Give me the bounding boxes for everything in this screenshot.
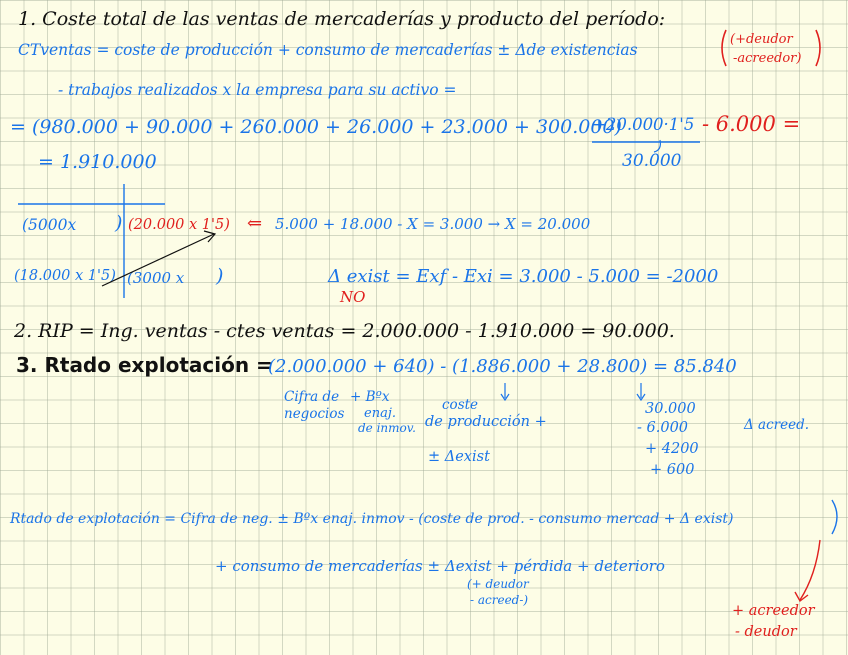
t-right-top: (20.000 x 1'5) [128,217,230,233]
section3-label: 3. Rtado explotación = [16,353,273,377]
section2-text: 2. RIP = Ing. ventas - ctes ventas = 2.000.000 - 1.910.000 = 90.000. [14,320,675,342]
red-note-deudor: - deudor [735,624,797,640]
annot-coste-1: coste [442,397,479,413]
delta-exist-note: NO [340,288,366,306]
delta-exist-expression: Δ exist = Exf - Exi = 3.000 - 5.000 = -2000 [328,266,719,287]
red-note-acreedor: + acreedor [732,603,815,619]
breakdown-note: Δ acreed. [744,417,810,433]
t-right-bottom-close: ) [216,265,224,287]
breakdown-4: + 600 [650,462,695,478]
result-value: = 1.910.000 [38,151,157,173]
sign-note-close-paren [816,30,820,66]
t-left-top: (5000x [22,216,77,234]
annot-bx-3: de inmov. [358,421,416,435]
line2-note-deudor: (+ deudor [467,577,529,591]
annot-bx-1: + Bºx [350,389,390,405]
t-arrow-label: ⇐ [247,213,263,234]
t-left-bottom: (18.000 x 1'5) [14,268,116,284]
breakdown-2: - 6.000 [637,420,689,436]
annot-cifra-1: Cifra de [284,389,340,405]
formula-line2: - trabajos realizados x la empresa para su activo = [58,81,457,99]
t-account-arrow [102,234,214,286]
t-right-bottom: (3000 x [127,269,185,287]
fraction-denominator: 30.000 [622,151,682,171]
t-left-top-close: ) [115,212,123,234]
breakdown-3: + 4200 [645,441,699,457]
fraction-numerator: +20.000·1'5 [592,115,695,134]
rtado-line1: Rtado de explotación = Cifra de neg. ± Bºx enaj. inmov - (coste de prod. - consumo mercad + Δ exist) [10,511,734,527]
annot-coste-2: de producción + [425,414,547,430]
line2-note-acreed: - acreed-) [470,593,529,607]
rtado-close-paren [832,500,837,534]
annot-coste-3: ± Δexist [428,449,490,465]
sign-note-acreedor: -acreedor) [733,51,802,66]
minus-term: - 6.000 = [702,112,801,136]
t-equation: 5.000 + 18.000 - X = 3.000 → X = 20.000 [275,215,591,233]
annot-cifra-2: negocios [284,406,345,422]
rtado-line2: + consumo de mercaderías ± Δexist + pérdida + deterioro [215,557,665,575]
section1-title: 1. Coste total de las ventas de mercaderías y producto del período: [18,8,666,30]
sign-note-deudor: (+deudor [730,32,793,47]
calc-line: = (980.000 + 90.000 + 260.000 + 26.000 + 23.000 + 300.000) [10,116,622,138]
section3-expression: (2.000.000 + 640) - (1.886.000 + 28.800) = 85.840 [268,356,737,377]
formula-line1: CTventas = coste de producción + consumo de mercaderías ± Δde existencias [18,41,638,59]
annot-bx-2: enaj. [364,406,396,421]
red-note-arrow [800,540,820,600]
breakdown-1: 30.000 [645,401,696,417]
sign-note-open-paren [722,30,726,66]
